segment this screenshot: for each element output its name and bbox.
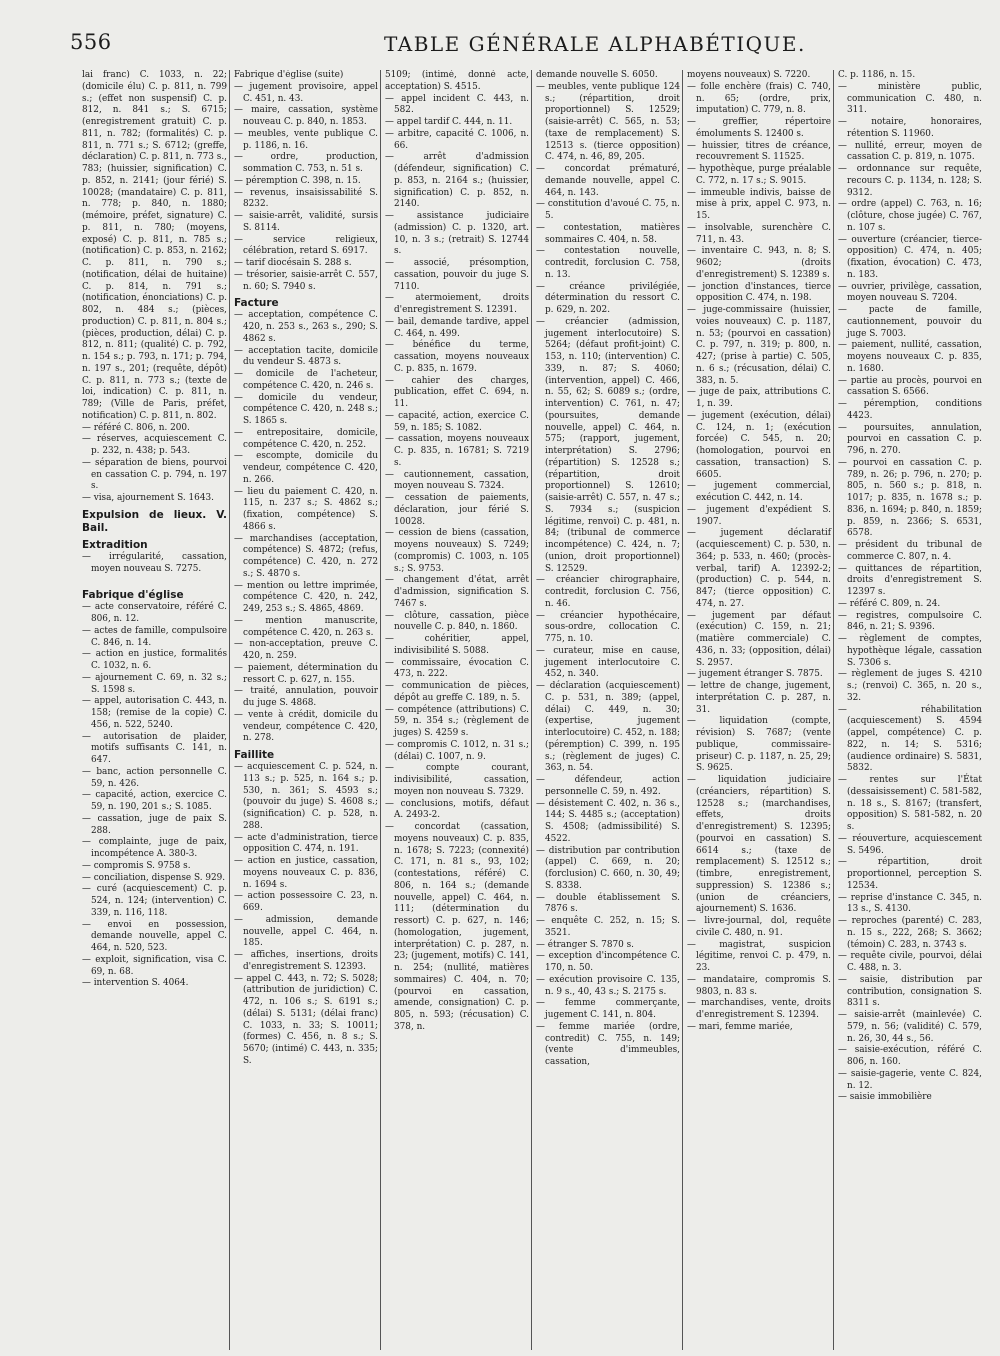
index-entry: — actes de famille, compulsoire C. 846, n. 14.	[82, 625, 227, 648]
index-entry: — ordre, production, sommation C. 753, n. 51 s.	[234, 152, 378, 174]
index-entry: — greffier, répertoire émoluments S. 12400 s.	[687, 117, 831, 139]
index-entry: — complainte, juge de paix, incompétence A. 380-3.	[82, 837, 227, 859]
index-entry: — exécution provisoire C. 135, n. 9 s., 40, 43 s.; S. 2175 s.	[536, 974, 680, 997]
index-entry: — réhabilitation (acquiescement) S. 4594 (appel, compétence) C. p. 822, n. 14; S. 5316; (audience ordinaire) S. 5831, 5832.	[838, 704, 982, 774]
index-heading: Fabrique d'église	[82, 589, 184, 602]
index-entry: — acte d'administration, tierce opposition C. 474, n. 191.	[234, 832, 378, 855]
index-entry: — règlement de juges S. 4210 s.; (renvoi) C. 365, n. 20 s., 32.	[838, 669, 982, 703]
index-entry: — action possessoire C. 23, n. 669.	[234, 891, 378, 913]
index-entry: — saisie-gagerie, vente C. 824, n. 12.	[838, 1068, 982, 1091]
index-entry: — appel, autorisation C. 443, n. 158; (remise de la copie) C. 456, n. 522, 5240.	[82, 696, 227, 730]
index-entry: — femme commerçante, jugement C. 141, n. 804.	[536, 998, 680, 1020]
index-entry: — exception d'incompétence C. 170, n. 50.	[536, 951, 680, 973]
index-entry: — ajournement C. 69, n. 32 s.; S. 1598 s.	[82, 672, 227, 695]
index-entry: — appel incident C. 443, n. 582.	[385, 93, 529, 116]
index-entry: — domicile de l'acheteur, compétence C. 420, n. 246 s.	[234, 369, 378, 391]
index-entry: — jugement déclaratif (acquiescement) C. p. 530, n. 364; p. 533, n. 460; (procès-verbal, tarif) A. 12392-2; (production) C. p. 544, n. 847; (tierce opposition) C. 474, n. 27.	[687, 528, 831, 609]
index-entry: — lieu du paiement C. 420, n. 115, n. 237 s.; S. 4862 s.; (fixation, compétence) S. 4866 s.	[234, 486, 378, 532]
index-column	[380, 70, 531, 1350]
index-entry: — autorisation de plaider, motifs suffisants C. 141, n. 647.	[82, 731, 227, 765]
index-entry: — meubles, vente publique C. p. 1186, n. 16.	[234, 128, 378, 151]
index-entry: — immeuble indivis, baisse de mise à prix, appel C. 973, n. 15.	[687, 187, 831, 221]
index-entry: — péremption, conditions 4423.	[838, 399, 982, 421]
index-entry: — concordat prématuré, demande nouvelle, appel C. 464, n. 143.	[536, 164, 680, 198]
index-entry: — désistement C. 402, n. 36 s., 144; S. 4485 s.; (acceptation) S. 4508; (admissibilité) S. 4522.	[536, 798, 680, 844]
index-entry: — ordre (appel) C. 763, n. 16; (clôture, chose jugée) C. 767, n. 107 s.	[838, 199, 982, 233]
index-entry: — pacte de famille, cautionnement, pouvoir du juge S. 7003.	[838, 305, 982, 339]
index-entry: — capacité, action, exercice C. 59, n. 190, 201 s.; S. 1085.	[82, 790, 227, 812]
index-entry: — bénéfice du terme, cassation, moyens nouveaux C. p. 835, n. 1679.	[385, 340, 529, 374]
index-entry: — atermoiement, droits d'enregistrement S. 12391.	[385, 293, 529, 315]
index-entry: — nullité, erreur, moyen de cassation C. p. 819, n. 1075.	[838, 140, 982, 163]
index-entry: — cahier des charges, publication, effet C. 694, n. 11.	[385, 375, 529, 409]
index-entry: — escompte, domicile du vendeur, compétence C. 420, n. 266.	[234, 451, 378, 485]
index-entry: — paiement, nullité, cassation, moyens nouveaux C. p. 835, n. 1680.	[838, 340, 982, 374]
index-entry: — compromis S. 9758 s.	[82, 860, 191, 871]
page-number: 556	[70, 30, 112, 54]
index-entry: — compétence (attributions) C. 59, n. 354 s.; (règlement de juges) S. 4259 s.	[385, 704, 529, 738]
index-column	[229, 70, 380, 1350]
index-entry: — liquidation (compte, révision) S. 7687; (vente publique, commissaire-priseur) C. p. 1187, n. 25, 29; S. 9625.	[687, 716, 831, 774]
index-entry: — ouverture (créancier, tierce-opposition) C. 474, n. 405; (fixation, évocation) C. 473, n. 183.	[838, 234, 982, 280]
index-entry: — marchandises, vente, droits d'enregistrement S. 12394.	[687, 998, 831, 1020]
index-entry: — référé C. 806, n. 200.	[82, 422, 190, 433]
index-entry: — irrégularité, cassation, moyen nouveau S. 7275.	[82, 551, 227, 574]
index-entry: — référé C. 809, n. 24.	[838, 598, 941, 609]
index-entry: — commissaire, évocation C. 473, n. 222.	[385, 657, 529, 680]
index-entry: — envoi en possession, demande nouvelle, appel C. 464, n. 520, 523.	[82, 919, 227, 953]
index-entry: — poursuites, annulation, pourvoi en cassation C. p. 796, n. 270.	[838, 422, 982, 456]
index-entry: — conclusions, motifs, défaut A. 2493-2.	[385, 798, 529, 821]
index-entry: — huissier, titres de créance, recouvrement S. 11525.	[687, 140, 831, 163]
index-column	[78, 70, 229, 1350]
index-entry: — déclaration (acquiescement) C. p. 531, n. 389; (appel, délai) C. 449, n. 30; (expertise, jugement interlocutoire) C. 452, n. 188; (péremption) C. 399, n. 195 s.; (règlement de juges) C. 363, n. 54.	[536, 681, 680, 774]
index-entry: — cassation, juge de paix S. 288.	[82, 813, 227, 836]
index-entry: — distribution par contribution (appel) C. 669, n. 20; (forclusion) C. 660, n. 30, 49; S. 8338.	[536, 845, 680, 891]
index-entry: — registres, compulsoire C. 846, n. 21; S. 9396.	[838, 610, 982, 633]
index-entry: — clôture, cassation, pièce nouvelle C. p. 840, n. 1860.	[385, 610, 529, 633]
index-entry: demande nouvelle S. 6050.	[536, 70, 658, 80]
index-entry: — lettre de change, jugement, interprétation C. p. 287, n. 31.	[687, 681, 831, 715]
index-entry: — créance privilégiée, détermination du ressort C. p. 629, n. 202.	[536, 281, 680, 315]
index-entry: — juge-commissaire (huissier, voies nouveaux) C. p. 1187, n. 53; (pourvoi en cassation) C. p. 797, n. 319; p. 800, n. 427; (prise à partie) C. 505, n. 6 s.; (récusation, délai) C. 383, n. 5.	[687, 305, 831, 386]
index-entry: — jugement par défaut (exécution) C. 159, n. 21; (matière commerciale) C. 436, n. 33; (opposition, délai) S. 2957.	[687, 610, 831, 668]
index-entry: — affiches, insertions, droits d'enregistrement S. 12393.	[234, 950, 378, 972]
index-entry: — paiement, détermination du ressort C. p. 627, n. 155.	[234, 662, 378, 685]
index-entry: — mention ou lettre imprimée, compétence C. 420, n. 242, 249, 253 s.; S. 4865, 4869.	[234, 580, 378, 614]
index-entry: — cessation de paiements, déclaration, jour férié S. 10028.	[385, 493, 529, 527]
index-entry: — jugement d'expédient S. 1907.	[687, 504, 831, 527]
index-entry: — constitution d'avoué C. 75, n. 5.	[536, 199, 680, 221]
index-entry: — double établissement S. 7876 s.	[536, 892, 680, 915]
index-entry: — service religieux, célébration, retard S. 6917.	[234, 234, 378, 257]
index-entry: — créancier chirographaire, contredit, forclusion C. 756, n. 46.	[536, 575, 680, 609]
index-entry: — jugement (exécution, délai) C. 124, n. 1; (exécution forcée) C. 545, n. 20; (homologation, pourvoi en cassation, transaction) S. 6605.	[687, 410, 831, 480]
index-entry: — action en justice, cassation, moyens nouveaux C. p. 836, n. 1694 s.	[234, 856, 378, 890]
index-entry: — reproches (parenté) C. 283, n. 15 s., 222, 268; S. 3662; (témoin) C. 283, n. 3743 s.	[838, 916, 982, 950]
index-entry: — contestation, matières sommaires C. 404, n. 58.	[536, 222, 680, 245]
index-heading: Extradition	[82, 538, 148, 551]
index-entry: — meubles, vente publique 124 s.; (répartition, droit proportionnel) S. 12529; (saisie-arrêt) C. 565, n. 53; (taxe de remplacement) S. 12513 s. (tierce opposition) C. 474, n. 46, 89, 205.	[536, 81, 680, 163]
index-entry: — intervention S. 4064.	[82, 978, 189, 989]
index-entry: — acceptation, compétence C. 420, n. 253 s., 263 s., 290; S. 4862 s.	[234, 310, 378, 344]
index-entry: — ministère public, communication C. 480, n. 311.	[838, 81, 982, 116]
index-entry: — notaire, honoraires, rétention S. 11960.	[838, 117, 982, 139]
index-entry: — vente à crédit, domicile du vendeur, compétence C. 420, n. 278.	[234, 709, 378, 744]
index-entry: — assistance judiciaire (admission) C. p. 1320, art. 10, n. 3 s.; (retrait) S. 12744 s.	[385, 211, 529, 257]
index-entry: — banc, action personnelle C. 59, n. 426.	[82, 766, 227, 789]
index-column	[531, 70, 682, 1350]
index-entry: — marchandises (acceptation, compétence) S. 4872; (refus, compétence) C. 420, n. 272 s.; S. 4870 s.	[234, 533, 378, 579]
index-entry: — arbitre, capacité C. 1006, n. 66.	[385, 128, 529, 151]
index-entry: — acte conservatoire, référé C. 806, n. 12.	[82, 602, 227, 624]
index-entry: — magistrat, suspicion légitime, renvoi C. p. 479, n. 23.	[687, 939, 831, 973]
index-entry: — acquiescement C. p. 524, n. 113 s.; p. 525, n. 164 s.; p. 530, n. 361; S. 4593 s.; (pouvoir du juge) S. 4608 s.; (signification) C. p. 528, n. 288.	[234, 762, 378, 831]
index-entry: C. p. 1186, n. 15.	[838, 70, 916, 80]
index-entry: — insolvable, surenchère C. 711, n. 43.	[687, 222, 831, 245]
index-entry: — ordonnance sur requête, recours C. p. 1134, n. 128; S. 9312.	[838, 164, 982, 198]
index-entry: — cession de biens (cassation, moyens nouveaux) S. 7249; (compromis) C. 1003, n. 105 s.; S. 9753.	[385, 528, 529, 574]
page-title: TABLE GÉNÉRALE ALPHABÉTIQUE.	[384, 32, 806, 56]
index-entry: — compromis C. 1012, n. 31 s.; (délai) C. 1007, n. 9.	[385, 739, 529, 762]
index-entry: — arrêt d'admission (défendeur, signification) C. p. 853, n. 2164 s.; (huissier, signification) C. p. 852, n. 2140.	[385, 152, 529, 210]
index-entry: — appel tardif C. 444, n. 11.	[385, 117, 513, 127]
index-entry: — requête civile, pourvoi, délai C. 488, n. 3.	[838, 951, 982, 973]
index-entry: — règlement de comptes, hypothèque légale, cassation S. 7306 s.	[838, 634, 982, 668]
index-entry: — tarif diocésain S. 288 s.	[234, 258, 352, 268]
index-entry: — inventaire C. 943, n. 8; S. 9602; (droits d'enregistrement) S. 12389 s.	[687, 246, 831, 280]
index-entry: — saisie-arrêt, validité, sursis S. 8114.	[234, 211, 378, 233]
index-entry: — maire, cassation, système nouveau C. p. 840, n. 1853.	[234, 105, 378, 127]
index-entry: 5109; (intimé, donné acte, acceptation) S. 4515.	[385, 70, 529, 92]
index-entry: — contestation nouvelle, contredit, forclusion C. 758, n. 13.	[536, 246, 680, 280]
index-entry: — visa, ajournement S. 1643.	[82, 493, 214, 503]
index-column	[682, 70, 833, 1350]
index-entry: — séparation de biens, pourvoi en cassation C. p. 794, n. 197 s.	[82, 457, 227, 492]
index-entry: — juge de paix, attributions C. 1, n. 39.	[687, 387, 831, 409]
index-entry: — défendeur, action personnelle C. 59, n. 492.	[536, 775, 680, 797]
index-heading: Facture	[234, 297, 279, 310]
index-entry: — répartition, droit proportionnel, perception S. 12534.	[838, 857, 982, 891]
index-entry: lai franc) C. 1033, n. 22; (domicile élu) C. p. 811, n. 799 s.; (effet non suspensif) C. p. 812, n. 841 s.; S. 6715; (enregistrement gratuit) C. p. 811, n. 782; (formalités) C. p. 811, n. 771 s.; S. 6712; (greffe, déclaration) C. p. 811, n. 773 s., 783; (huissier, signification) C. p. 852, n. 2141; (jour férié) S. 10028; (mandataire) C. p. 811, n. 778; p. 840, n. 1880; (mémoire, préfet, signature) C. p. 811, n. 780; (moyens, exposé) C. p. 811, n. 785 s.; (notification) C. p. 853, n. 2162; C. p. 811, n. 790 s.; (notification, délai de huitaine) C. p. 814, n. 791 s.; (notification, énonciations) C. p. 802, n. 484 s.; (pièces, production) C. p. 811, n. 804 s.; (pièces, production, délai) C. p. 812, n. 811; (qualité) C. p. 792, n. 154 s.; p. 793, n. 171; p. 794, n. 197 s., 201; (requête, dépôt) C. p. 811, n. 773 s.; (texte de loi, indication) C. p. 811, n. 789; (Ville de Paris, préfet, notification) C. p. 811, n. 802.	[82, 70, 227, 421]
index-heading: Faillite	[234, 749, 275, 761]
index-column	[833, 70, 984, 1350]
index-entry: — domicile du vendeur, compétence C. 420, n. 248 s.; S. 1865 s.	[234, 392, 378, 426]
index-entry: — trésorier, saisie-arrêt C. 557, n. 60; S. 7940 s.	[234, 269, 378, 292]
index-entry: — reprise d'instance C. 345, n. 13 s., S. 4130.	[838, 892, 982, 915]
index-entry: — femme mariée (ordre, contredit) C. 755, n. 149; (vente d'immeubles, cassation,	[536, 1021, 680, 1067]
index-entry: — communication de pièces, dépôt au greffe C. 189, n. 5.	[385, 681, 529, 703]
index-entry: — acceptation tacite, domicile du vendeur S. 4873 s.	[234, 345, 378, 368]
index-columns	[78, 70, 984, 1350]
index-entry: — cohéritier, appel, indivisibilité S. 5088.	[385, 634, 529, 656]
index-entry: — saisie immobilière	[838, 1092, 932, 1103]
index-entry: — jugement provisoire, appel C. 451, n. 43.	[234, 81, 378, 104]
index-entry: — mention manuscrite, compétence C. 420, n. 263 s.	[234, 615, 378, 638]
index-entry: — réserves, acquiescement C. p. 232, n. 438; p. 543.	[82, 434, 227, 456]
index-entry: — étranger S. 7870 s.	[536, 939, 634, 950]
index-entry: — compte courant, indivisibilité, cassation, moyen non nouveau S. 7329.	[385, 763, 529, 797]
index-entry: — président du tribunal de commerce C. 807, n. 4.	[838, 540, 982, 562]
index-entry: — mari, femme mariée,	[687, 1021, 793, 1032]
index-entry: — réouverture, acquiescement S. 5496.	[838, 833, 982, 856]
index-entry: — cassation, moyens nouveaux C. p. 835, n. 16781; S. 7219 s.	[385, 434, 529, 468]
index-heading: Expulsion de lieux. V. Bail.	[82, 508, 227, 534]
index-entry: — curateur, mise en cause, jugement interlocutoire C. 452, n. 340.	[536, 645, 680, 680]
index-entry: — saisie-arrêt (mainlevée) C. 579, n. 56; (validité) C. 579, n. 26, 30, 44 s., 56.	[838, 1010, 982, 1044]
index-entry: — associé, présomption, cassation, pouvoir du juge S. 7110.	[385, 258, 529, 292]
index-entry: — jugement commercial, exécution C. 442, n. 14.	[687, 481, 831, 503]
index-entry: — hypothèque, purge préalable C. 772, n. 17 s.; S. 9015.	[687, 164, 831, 186]
index-entry: — bail, demande tardive, appel C. 464, n. 499.	[385, 316, 529, 339]
index-entry: — cautionnement, cassation, moyen nouveau S. 7324.	[385, 469, 529, 492]
index-entry: — conciliation, dispense S. 929.	[82, 872, 226, 883]
index-entry: — péremption C. 398, n. 15.	[234, 175, 361, 186]
index-entry: — liquidation judiciaire (créanciers, répartition) S. 12528 s.; (marchandises, effets, droits d'enregistrement) S. 12395; (pourvoi en cassation) S. 6614 s.; (taxe de remplacement) S. 12512 s.; (timbre, enregistrement, suppression) S. 12386 s.; (union de créanciers, ajournement) S. 1636.	[687, 775, 831, 915]
index-entry: — non-acceptation, preuve C. 420, n. 259.	[234, 639, 378, 661]
index-entry: — jonction d'instances, tierce opposition C. 474, n. 198.	[687, 281, 831, 304]
index-entry: — exploit, signification, visa C. 69, n. 68.	[82, 954, 227, 977]
index-entry: Fabrique d'église (suite)	[234, 70, 344, 80]
index-entry: — saisie-exécution, référé C. 806, n. 160.	[838, 1045, 982, 1067]
index-entry: — action en justice, formalités C. 1032, n. 6.	[82, 649, 227, 671]
index-entry: — jugement étranger S. 7875.	[687, 669, 823, 680]
index-entry: — quittances de répartition, droits d'enregistrement S. 12397 s.	[838, 563, 982, 597]
index-entry: — folle enchère (frais) C. 740, n. 65; (ordre, prix, imputation) C. 779, n. 8.	[687, 81, 831, 116]
index-entry: — changement d'état, arrêt d'admission, signification S. 7467 s.	[385, 575, 529, 609]
index-entry: — mandataire, compromis S. 9803, n. 83 s.	[687, 974, 831, 997]
index-entry: — partie au procès, pourvoi en cassation S. 6566.	[838, 375, 982, 398]
index-entry: — créancier (admission, jugement interlocutoire) S. 5264; (défaut profit-joint) C. 153, n. 110; (intervention) C. 339, n. 87; S. 4060; (intervention, appel) C. 466, n. 55, 62; S. 6089 s.; (ordre, intervention) C. 761, n. 47; (poursuites, demande nouvelle, appel) C. 464, n. 575; (rapport, jugement, interprétation) S. 2796; (répartition) S. 12528 s.; (répartition, droit proportionnel) S. 12610; (saisie-arrêt) C. 557, n. 47 s.; S. 7934 s.; (suspicion légitime, renvoi) C. p. 481, n. 84; (tribunal de commerce incompétence) C. 424, n. 7; (union, droit proportionnel) S. 12529.	[536, 316, 680, 574]
index-entry: — revenus, insaisissabilité S. 8232.	[234, 187, 378, 210]
index-entry: — pourvoi en cassation C. p. 789, n. 26; p. 796, n. 270; p. 805, n. 560 s.; p. 818, n. 1017; p. 835, n. 1678 s.; p. 836, n. 1694; p. 840, n. 1859; p. 859, n. 2366; S. 6531, 6578.	[838, 457, 982, 539]
index-entry: moyens nouveaux) S. 7220.	[687, 70, 811, 80]
index-entry: — capacité, action, exercice C. 59, n. 185; S. 1082.	[385, 410, 529, 433]
index-entry: — rentes sur l'État (dessaisissement) C. 581-582, n. 18 s., S. 8167; (transfert, opposition) S. 581-582, n. 20 s.	[838, 775, 982, 832]
index-entry: — enquête C. 252, n. 15; S. 3521.	[536, 916, 680, 938]
index-entry: — admission, demande nouvelle, appel C. 464, n. 185.	[234, 914, 378, 949]
index-entry: — curé (acquiescement) C. p. 524, n. 124; (intervention) C. 339, n. 116, 118.	[82, 884, 227, 918]
index-entry: — traité, annulation, pouvoir du juge S. 4868.	[234, 686, 378, 708]
index-entry: — ouvrier, privilège, cassation, moyen nouveau S. 7204.	[838, 281, 982, 304]
index-entry: — entrepositaire, domicile, compétence C. 420, n. 252.	[234, 427, 378, 450]
index-entry: — concordat (cassation, moyens nouveaux) C. p. 835, n. 1678; S. 7223; (connexité) C. 171, n. 81 s., 93, 102; (contestations, référé) C. 806, n. 164 s.; (demande nouvelle, appel) C. 464, n. 111; (détermination du ressort) C. p. 627, n. 146; (homologation, jugement, interprétation) C. p. 287, n. 23; (jugement, motifs) C. 141, n. 254; (nullité, matières sommaires) C. 404, n. 70; (pourvoi en cassation, amende, consignation) C. p. 805, n. 593; (récusation) C. 378, n.	[385, 822, 529, 1032]
index-entry: — saisie, distribution par contribution, consignation S. 8311 s.	[838, 974, 982, 1009]
index-entry: — appel C. 443, n. 72; S. 5028; (attribution de juridiction) C. 472, n. 106 s.; S. 6191 s.; (délai) S. 5131; (délai franc) C. 1033, n. 33; S. 10011; (formes) C. 456, n. 8 s.; S. 5670; (intimé) C. 443, n. 335; S.	[234, 973, 378, 1066]
index-entry: — créancier hypothécaire, sous-ordre, collocation C. 775, n. 10.	[536, 610, 680, 644]
page-header	[66, 26, 986, 62]
index-entry: — livre-journal, dol, requête civile C. 480, n. 91.	[687, 916, 831, 938]
